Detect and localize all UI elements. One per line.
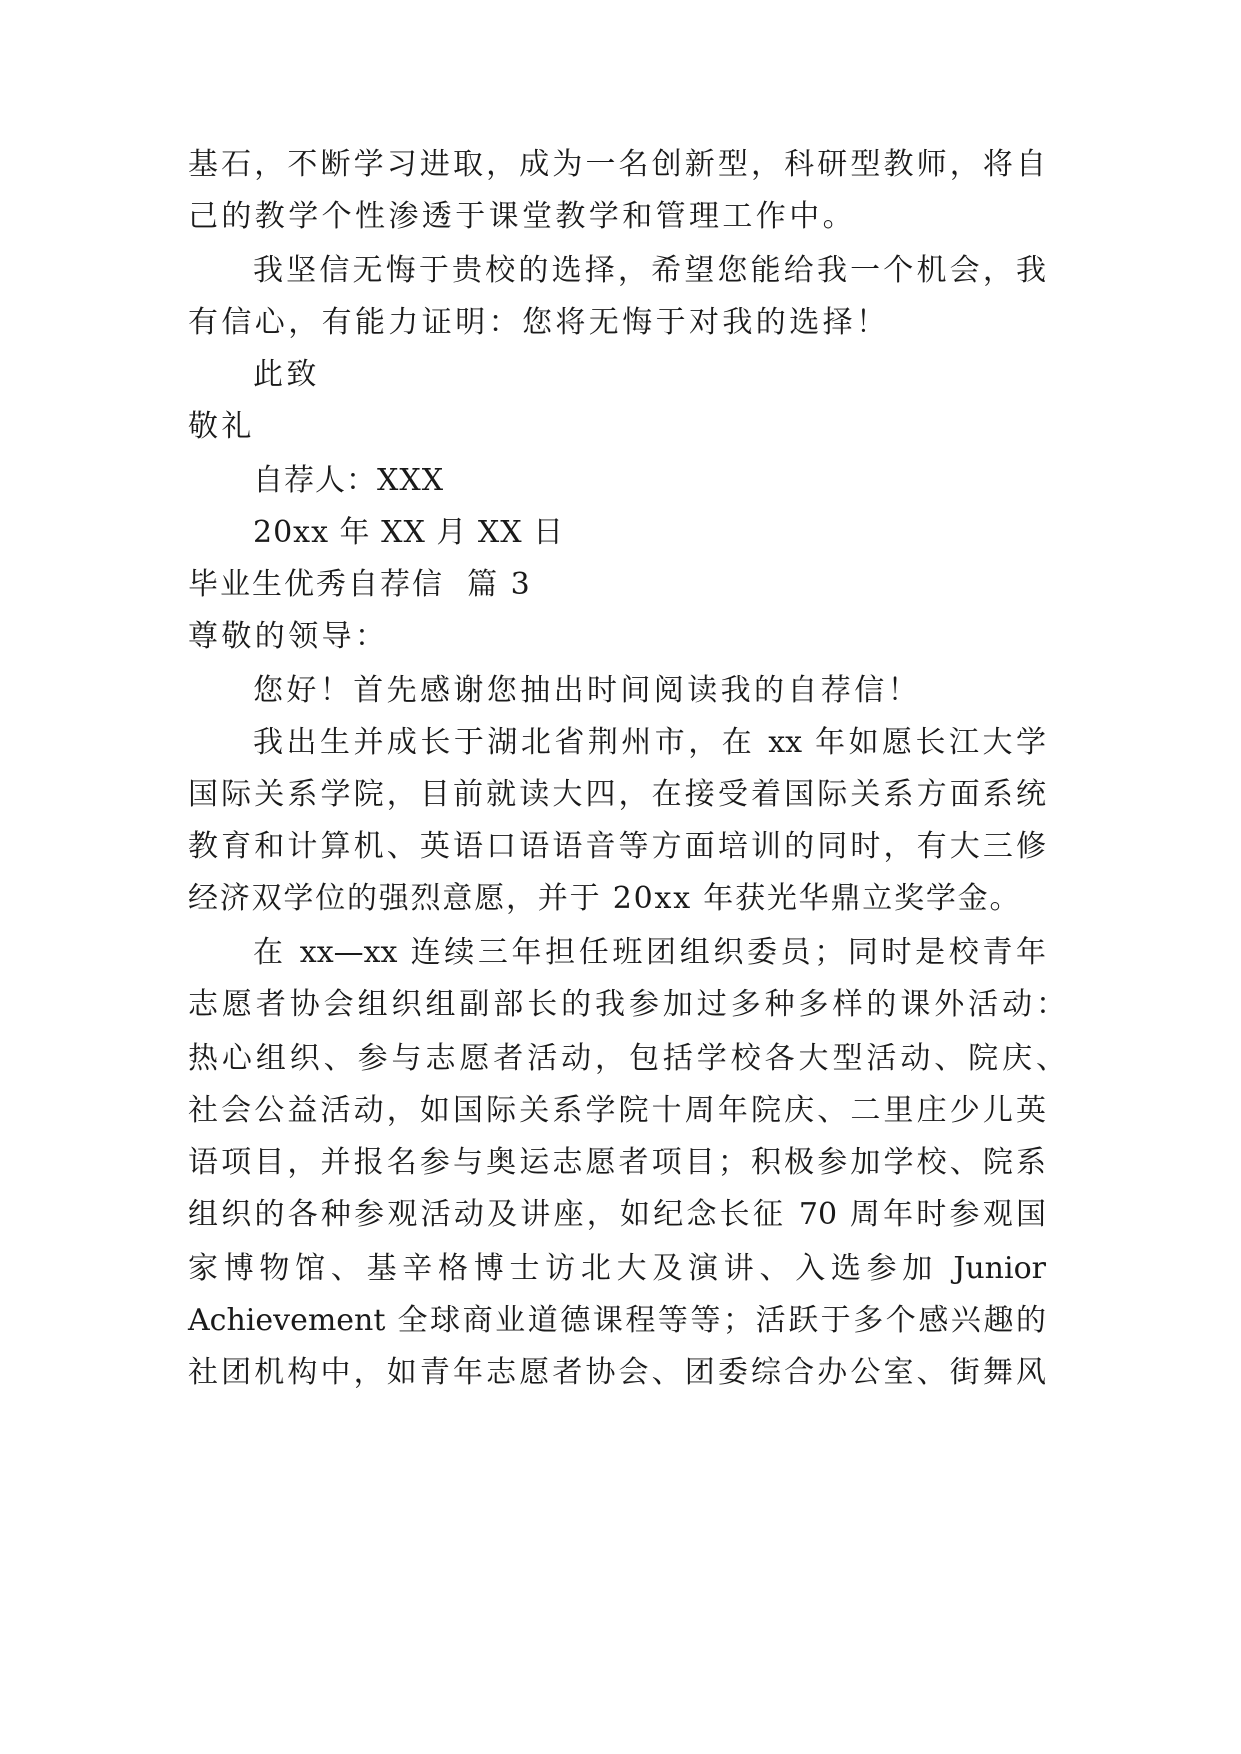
text-line: 有信心，有能力证明：您将无悔于对我的选择！ [188,305,890,340]
greeting: 尊敬的领导： [188,619,389,654]
text-line: 我坚信无悔于贵校的选择，希望您能给我一个机会，我 [253,253,1046,288]
text-line: 国际关系学院，目前就读大四，在接受着国际关系方面系统 [188,777,1046,812]
text-line: 基石，不断学习进取，成为一名创新型，科研型教师，将自 [188,147,1046,182]
text-line: 教育和计算机、英语口语语音等方面培训的同时，有大三修 [188,829,1046,864]
signature-line: 自荐人：XXX [253,463,445,498]
section-heading: 毕业生优秀自荐信 篇 3 [188,567,532,602]
text-line: Achievement 全球商业道德课程等等；活跃于多个感兴趣的 [188,1303,1046,1338]
text-line: 社会公益活动，如国际关系学院十周年院庆、二里庄少儿英 [188,1093,1046,1128]
date-line: 20xx 年 XX 月 XX 日 [253,515,565,550]
text-line: 志愿者协会组织组副部长的我参加过多种多样的课外活动： [188,987,1066,1022]
text-line: 经济双学位的强烈意愿，并于 20xx 年获光华鼎立奖学金。 [188,881,1022,916]
text-line: 语项目，并报名参与奥运志愿者项目；积极参加学校、院系 [188,1145,1046,1180]
text-line: 组织的各种参观活动及讲座，如纪念长征 70 周年时参观国 [188,1197,1046,1232]
text-line: 热心组织、参与志愿者活动，包括学校各大型活动、院庆、 [188,1041,1066,1076]
text-line: 在 xx—xx 连续三年担任班团组织委员；同时是校青年 [253,935,1046,970]
closing-phrase: 此致 [253,357,320,392]
text-line: 家博物馆、基辛格博士访北大及演讲、入选参加 Junior [188,1251,1046,1286]
text-line: 我出生并成长于湖北省荆州市，在 xx 年如愿长江大学 [253,725,1046,760]
salutation-closing: 敬礼 [188,409,255,444]
text-line: 您好！首先感谢您抽出时间阅读我的自荐信！ [253,673,921,708]
text-line: 社团机构中，如青年志愿者协会、团委综合办公室、街舞风 [188,1355,1046,1390]
text-line: 己的教学个性渗透于课堂教学和管理工作中。 [188,199,856,234]
